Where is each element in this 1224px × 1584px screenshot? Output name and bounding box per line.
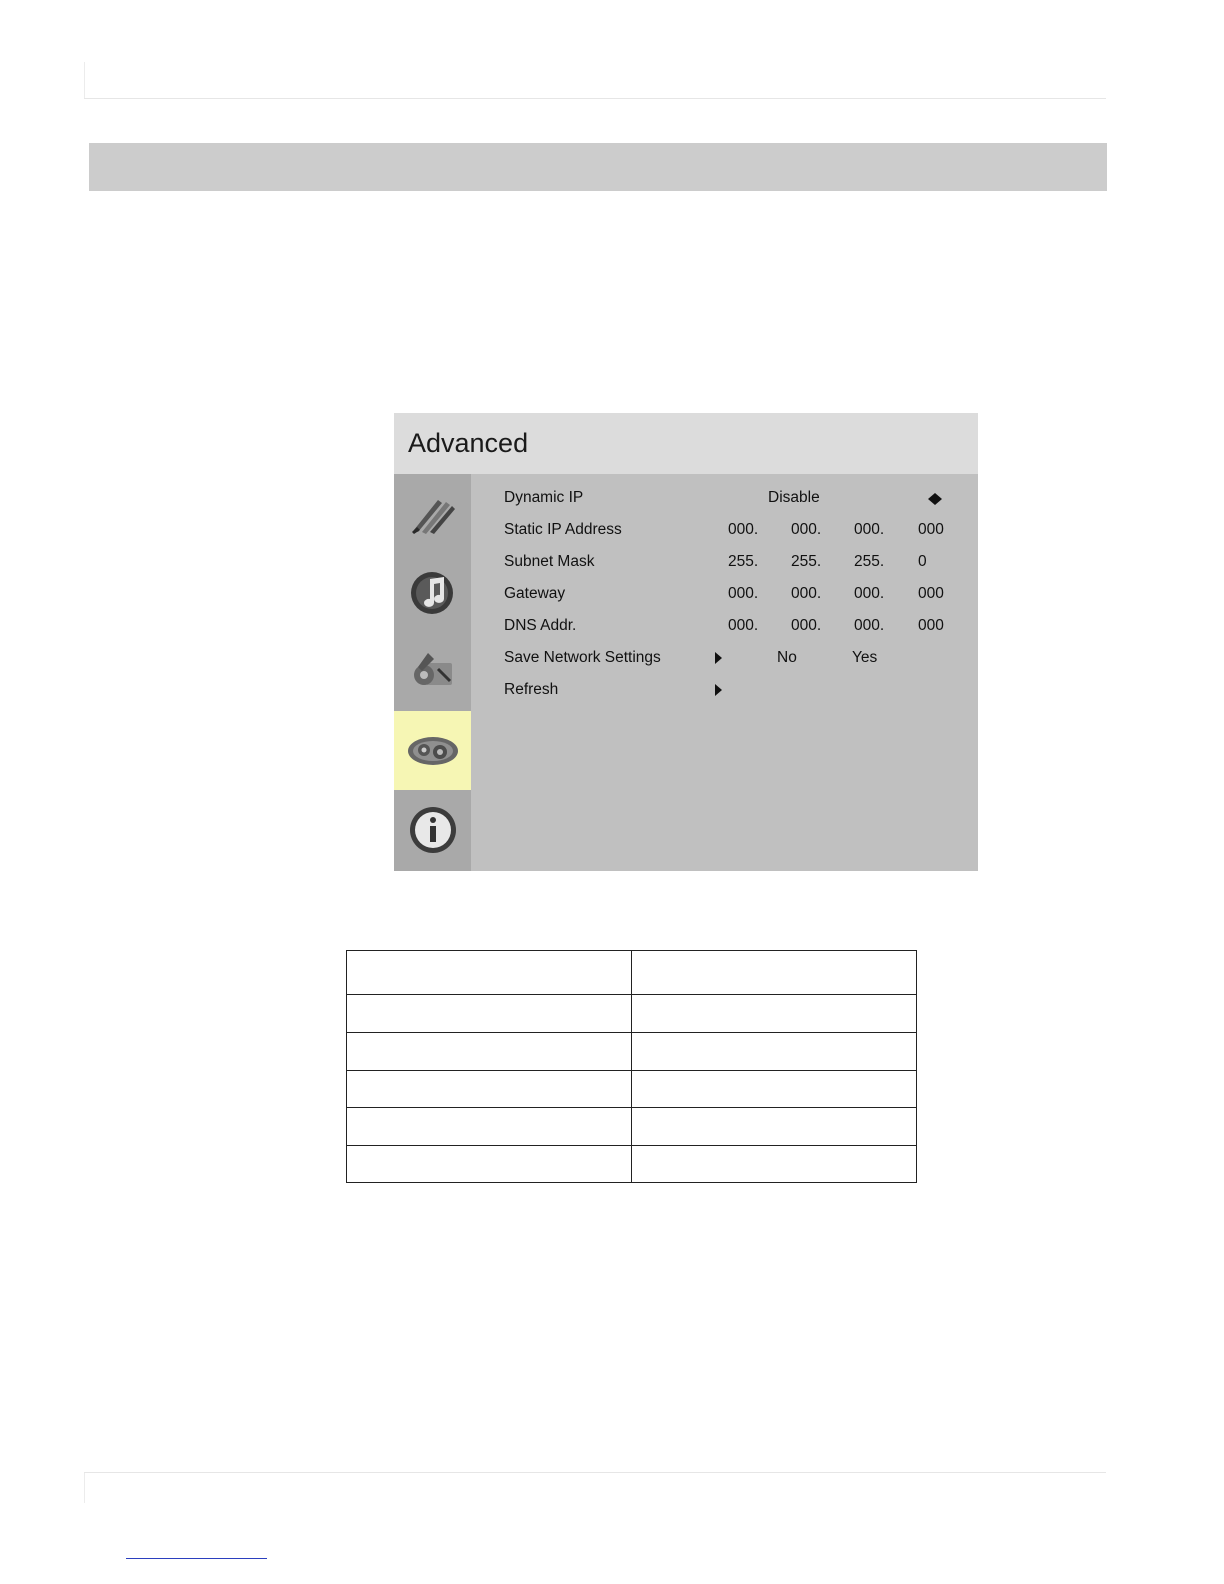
submenu-arrow-icon	[715, 684, 722, 696]
save-network-settings-label: Save Network Settings	[504, 649, 661, 666]
gears-icon	[406, 731, 460, 771]
table-row	[347, 1108, 917, 1146]
osd-header	[394, 413, 978, 474]
table-cell	[347, 1071, 632, 1108]
arrow-left-icon[interactable]	[928, 493, 935, 505]
music-note-icon	[408, 569, 458, 617]
gateway-octet-3[interactable]: 000.	[854, 585, 885, 602]
table-row	[347, 1071, 917, 1108]
sidebar-item-settings[interactable]	[394, 632, 471, 711]
settings-tools-icon	[408, 649, 458, 695]
table-cell	[632, 995, 917, 1033]
save-no-option[interactable]: No	[777, 649, 797, 666]
gateway-row[interactable]	[504, 585, 964, 607]
table-cell	[632, 1071, 917, 1108]
table-row	[347, 951, 917, 995]
subnet-mask-octet-1[interactable]: 255.	[728, 553, 759, 570]
refresh-row[interactable]	[504, 681, 964, 703]
dynamic-ip-value: Disable	[768, 489, 820, 506]
settings-table	[346, 950, 917, 1183]
dynamic-ip-label: Dynamic IP	[504, 489, 584, 506]
table-cell	[632, 1108, 917, 1146]
table-cell	[347, 951, 632, 995]
save-network-settings-row[interactable]	[504, 649, 964, 671]
footer-link-underline[interactable]	[126, 1558, 267, 1559]
section-heading-bar	[89, 143, 1107, 191]
subnet-mask-octet-2[interactable]: 255.	[791, 553, 822, 570]
dns-row[interactable]	[504, 617, 964, 639]
dns-label: DNS Addr.	[504, 617, 577, 634]
table-cell	[632, 1033, 917, 1071]
osd-title: Advanced	[408, 428, 529, 458]
brushes-icon	[408, 492, 458, 536]
arrow-right-icon[interactable]	[935, 493, 942, 505]
static-ip-row[interactable]	[504, 521, 964, 543]
static-ip-octet-1[interactable]: 000.	[728, 521, 759, 538]
subnet-mask-label: Subnet Mask	[504, 553, 595, 570]
table-cell	[347, 1146, 632, 1183]
static-ip-octet-2[interactable]: 000.	[791, 521, 822, 538]
static-ip-label: Static IP Address	[504, 521, 622, 538]
gateway-octet-2[interactable]: 000.	[791, 585, 822, 602]
static-ip-octet-3[interactable]: 000.	[854, 521, 885, 538]
info-icon	[408, 805, 458, 855]
sidebar-item-picture[interactable]	[394, 474, 471, 553]
table-cell	[632, 951, 917, 995]
dns-octet-4[interactable]: 000	[918, 617, 944, 634]
page-header-rule	[84, 98, 1106, 99]
page-top-margin-tick	[84, 62, 85, 98]
subnet-mask-row[interactable]	[504, 553, 964, 575]
dns-octet-2[interactable]: 000.	[791, 617, 822, 634]
table-cell	[347, 1033, 632, 1071]
subnet-mask-octet-3[interactable]: 255.	[854, 553, 885, 570]
gateway-label: Gateway	[504, 585, 566, 602]
page-footer-rule	[84, 1472, 1106, 1473]
save-yes-option[interactable]: Yes	[852, 649, 878, 666]
refresh-label: Refresh	[504, 681, 559, 698]
sidebar-item-advanced[interactable]	[394, 711, 471, 790]
page-bottom-margin-tick	[84, 1473, 85, 1503]
sidebar-item-info[interactable]	[394, 790, 471, 869]
dns-octet-1[interactable]: 000.	[728, 617, 759, 634]
dns-octet-3[interactable]: 000.	[854, 617, 885, 634]
table-row	[347, 1033, 917, 1071]
static-ip-octet-4[interactable]: 000	[918, 521, 944, 538]
table-cell	[347, 995, 632, 1033]
sidebar-item-audio[interactable]	[394, 553, 471, 632]
submenu-arrow-icon	[715, 652, 722, 664]
table-row	[347, 1146, 917, 1183]
gateway-octet-1[interactable]: 000.	[728, 585, 759, 602]
osd-sidebar	[394, 474, 471, 871]
table-row	[347, 995, 917, 1033]
gateway-octet-4[interactable]: 000	[918, 585, 944, 602]
table-cell	[347, 1108, 632, 1146]
table-cell	[632, 1146, 917, 1183]
subnet-mask-octet-4[interactable]: 0	[918, 553, 927, 570]
dynamic-ip-row[interactable]	[504, 489, 964, 511]
osd-advanced-menu	[394, 413, 978, 871]
